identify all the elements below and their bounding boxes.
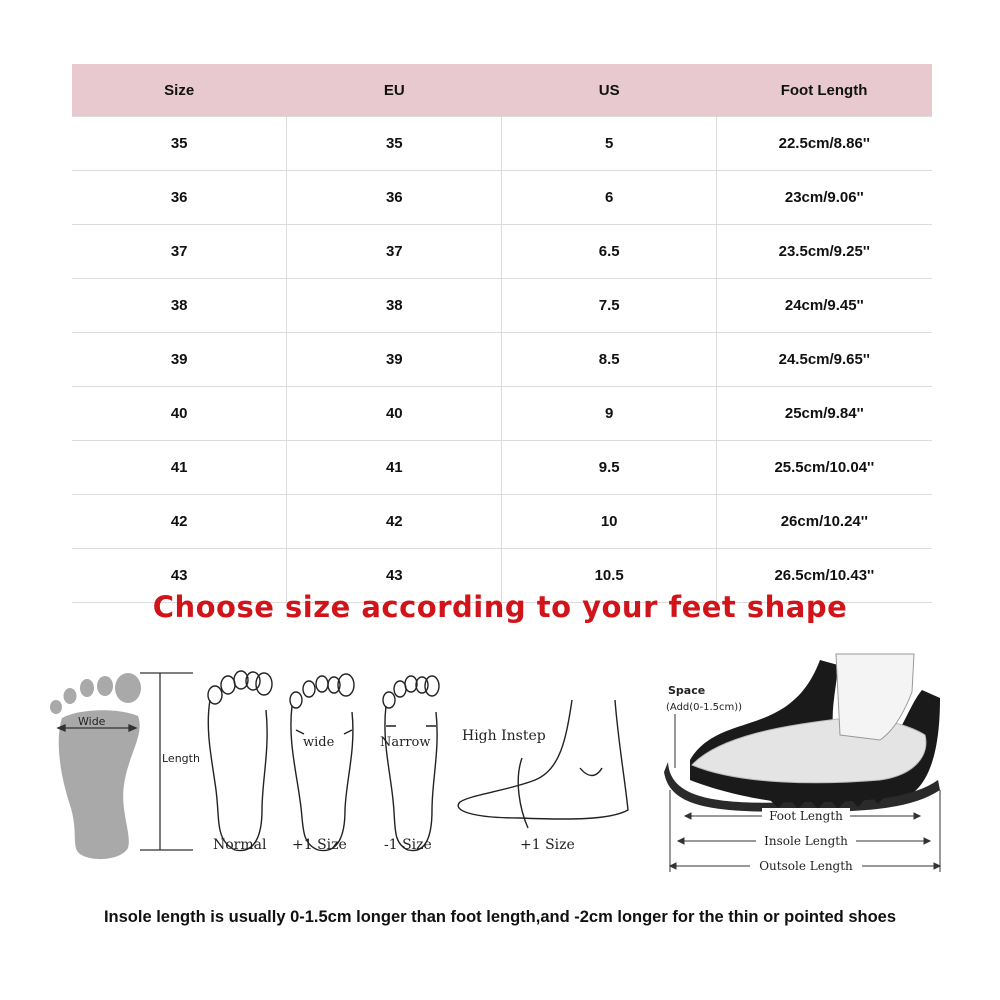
size-cell: 43 xyxy=(72,549,287,603)
table-row xyxy=(72,495,932,549)
table-row xyxy=(72,279,932,333)
table-row xyxy=(72,387,932,441)
header-eu: EU xyxy=(287,64,502,117)
insole-length-label: Insole Length xyxy=(764,834,848,848)
eu-cell: 41 xyxy=(287,441,502,495)
wide-foot-label: wide xyxy=(303,735,335,750)
us-cell: 5 xyxy=(502,117,717,171)
narrow-foot-label: Narrow xyxy=(380,735,431,750)
size-cell: 36 xyxy=(72,171,287,225)
minus1-size-caption: -1 Size xyxy=(384,837,432,853)
header-us: US xyxy=(502,64,717,117)
table-row xyxy=(72,225,932,279)
eu-cell: 35 xyxy=(287,117,502,171)
headline: Choose size according to your feet shape xyxy=(152,590,848,624)
table-row xyxy=(72,333,932,387)
outsole-length-label: Outsole Length xyxy=(759,859,853,873)
insole-footnote: Insole length is usually 0-1.5cm longer than foot length,and -2cm longer for the thin or pointed shoes xyxy=(103,908,897,926)
table-header-row xyxy=(72,64,932,117)
foot-length-cell: 23.5cm/9.25'' xyxy=(717,225,932,279)
table-row xyxy=(72,441,932,495)
shoe-diagram xyxy=(664,654,940,812)
foot-shape-illustration xyxy=(0,640,1000,900)
eu-cell: 39 xyxy=(287,333,502,387)
foot-length-cell: 24.5cm/9.65'' xyxy=(717,333,932,387)
size-cell: 37 xyxy=(72,225,287,279)
size-cell: 40 xyxy=(72,387,287,441)
foot-length-cell: 25cm/9.84'' xyxy=(717,387,932,441)
us-cell: 9 xyxy=(502,387,717,441)
high-instep-label: High Instep xyxy=(462,728,546,744)
size-cell: 42 xyxy=(72,495,287,549)
wide-label: Wide xyxy=(78,715,106,728)
high-instep-foot xyxy=(458,700,628,828)
narrow-foot xyxy=(383,676,439,851)
eu-cell: 43 xyxy=(287,549,502,603)
eu-cell: 36 xyxy=(287,171,502,225)
us-cell: 6.5 xyxy=(502,225,717,279)
eu-cell: 38 xyxy=(287,279,502,333)
size-cell: 35 xyxy=(72,117,287,171)
eu-cell: 37 xyxy=(287,225,502,279)
table-body xyxy=(72,117,932,603)
length-label: Length xyxy=(162,752,200,765)
footprint-icon xyxy=(50,673,141,859)
us-cell: 6 xyxy=(502,171,717,225)
eu-cell: 40 xyxy=(287,387,502,441)
space-sub-label: (Add(0-1.5cm)) xyxy=(666,702,743,713)
us-cell: 8.5 xyxy=(502,333,717,387)
foot-length-cell: 26.5cm/10.43'' xyxy=(717,549,932,603)
table-row xyxy=(72,171,932,225)
foot-length-cell: 24cm/9.45'' xyxy=(717,279,932,333)
table-row xyxy=(72,117,932,171)
header-foot-length: Foot Length xyxy=(717,64,932,117)
foot-length-cell: 23cm/9.06'' xyxy=(717,171,932,225)
space-label: Space xyxy=(668,684,706,697)
plus1-size-caption-wide: +1 Size xyxy=(292,837,347,853)
foot-length-cell: 26cm/10.24'' xyxy=(717,495,932,549)
foot-length-cell: 22.5cm/8.86'' xyxy=(717,117,932,171)
size-cell: 41 xyxy=(72,441,287,495)
size-cell: 38 xyxy=(72,279,287,333)
wide-foot xyxy=(290,674,354,851)
us-cell: 10 xyxy=(502,495,717,549)
normal-caption: Normal xyxy=(213,837,267,853)
eu-cell: 42 xyxy=(287,495,502,549)
us-cell: 10.5 xyxy=(502,549,717,603)
foot-length-cell: 25.5cm/10.04'' xyxy=(717,441,932,495)
plus1-size-caption-instep: +1 Size xyxy=(520,837,575,853)
size-chart-table xyxy=(72,64,932,603)
footprint-diagram xyxy=(50,673,200,859)
us-cell: 9.5 xyxy=(502,441,717,495)
header-size: Size xyxy=(72,64,287,117)
size-cell: 39 xyxy=(72,333,287,387)
normal-foot xyxy=(208,671,272,851)
foot-length-label: Foot Length xyxy=(769,809,843,823)
us-cell: 7.5 xyxy=(502,279,717,333)
